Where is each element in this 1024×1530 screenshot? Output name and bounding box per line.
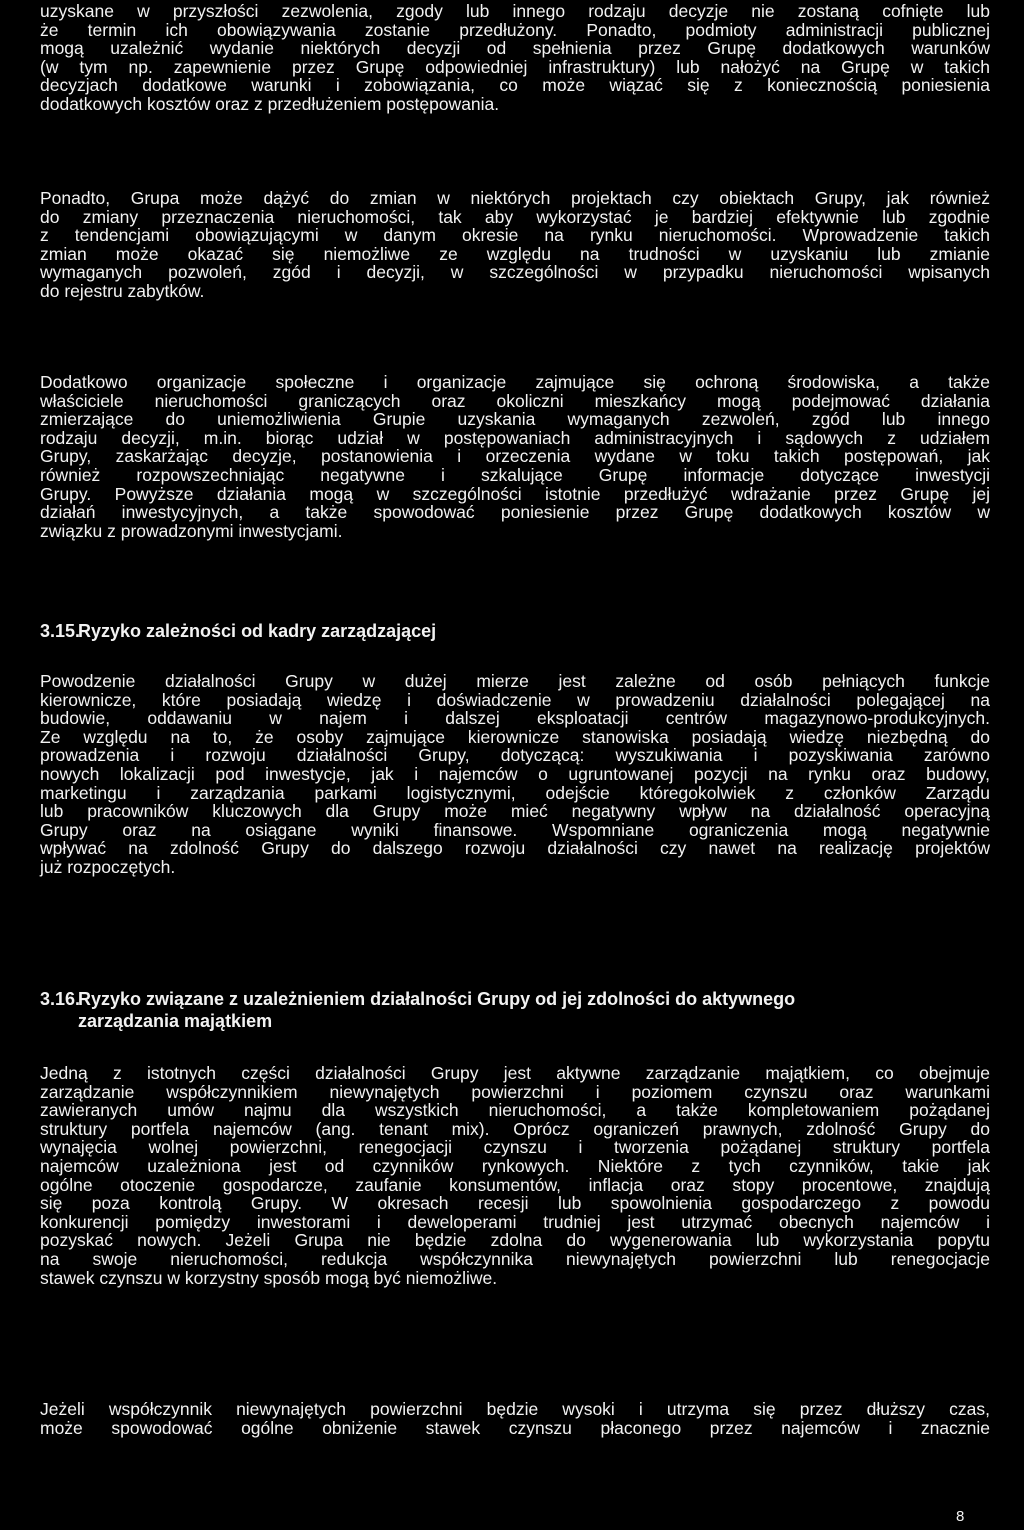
text-line: już rozpoczętych. — [40, 856, 176, 877]
text-line: pozyskać nowych. Jeżeli Grupa nie będzie zdolna do wygenerowania lub wykorzystania popytu — [40, 1230, 990, 1251]
text-line: konkurencji pomiędzy inwestorami i deweloperami trudniej jest utrzymać obecnych najemców i — [40, 1211, 990, 1232]
text-line: lub pracowników kluczowych dla Grupy może mieć negatywny wpływ na działalność operacyjną — [40, 801, 990, 822]
text-line: marketingu i zarządzania parkami logistycznymi, odejście któregokolwiek z członków Zarządu — [40, 782, 990, 803]
paragraph-asset-management — [40, 1064, 990, 1287]
text-line: Powodzenie działalności Grupy w dużej mierze jest zależne od osób pełniących funkcje — [40, 671, 990, 691]
text-line: na swoje nieruchomości, redukcja współczynnika niewynajętych powierzchni lub renegocjacje — [40, 1248, 990, 1269]
text-line: ogólne otoczenie gospodarcze, zaufanie konsumentów, inflacja oraz stopy procentowe, znajdują — [40, 1174, 990, 1195]
section-title: Ryzyko zależności od kadry zarządzającej — [78, 621, 437, 641]
text-line: właściciele nieruchomości graniczących oraz okoliczni mieszkańcy mogą podejmować działania — [40, 390, 990, 411]
section-title-continuation: zarządzania majątkiem — [78, 1011, 273, 1031]
paragraph-project-changes — [40, 189, 990, 301]
text-line: Grupy. Powyższe działania mogą w szczególności istotnie przedłużyć wdrażanie przez Grupę jej — [40, 483, 990, 504]
text-line: się poza kontrolą Grupy. W okresach recesji lub spowolnienia gospodarczego z powodu — [40, 1193, 990, 1214]
text-line: wymaganych pozwoleń, zgód i decyzji, w szczególności w przypadku nieruchomości wpisanych — [40, 262, 990, 283]
text-line: mogą uzależnić wydanie niektórych decyzji od spełnienia przez Grupę dodatkowych warunków — [40, 38, 990, 59]
text-line: działań inwestycyjnych, a także spowodować poniesienie przez Grupę dodatkowych kosztów w — [40, 502, 990, 523]
text-line: do rejestru zabytków. — [40, 280, 205, 301]
text-line: Jeżeli współczynnik niewynajętych powierzchni będzie wysoki i utrzyma się przez dłuższy czas, — [40, 1399, 990, 1419]
text-line: dodatkowych kosztów oraz z przedłużeniem postępowania. — [40, 93, 500, 114]
text-line: że termin ich obowiązywania zostanie przedłużony. Ponadto, podmioty administracji publicznej — [40, 19, 990, 40]
text-line: zawieranych umów najmu dla wszystkich nieruchomości, a także kompletowaniem pożądanej — [40, 1100, 990, 1121]
text-line: zmian może okazać się niemożliwe ze względu na trudności w uzyskaniu lub zmianie — [40, 243, 990, 264]
text-line: do zmiany przeznaczenia nieruchomości, tak aby wykorzystać je bardziej efektywnie lub zgodnie — [40, 206, 990, 227]
text-line: prowadzenia i rozwoju działalności Grupy, dotyczącą: wyszukiwania i pozyskiwania zarówno — [40, 745, 990, 766]
text-line: Grupy, zaskarżając decyzje, postanowienia i orzeczenia wydane w toku takich postępowań, jak — [40, 446, 990, 467]
text-line: Jedną z istotnych części działalności Grupy jest aktywne zarządzanie majątkiem, co obejmuje — [40, 1063, 990, 1083]
text-line: zarządzanie współczynnikiem niewynajętych powierzchni i poziomem czynszu oraz warunkami — [40, 1081, 990, 1102]
text-line: Ponadto, Grupa może dążyć do zmian w niektórych projektach czy obiektach Grupy, jak również — [40, 188, 990, 208]
text-line: decyzjach dodatkowe warunki i zobowiązania, co może wiązać się z koniecznością poniesienia — [40, 75, 990, 96]
text-line: stawek czynszu w korzystny sposób mogą być niemożliwe. — [40, 1267, 498, 1288]
text-line: z tendencjami obowiązującymi w danym okresie na rynku nieruchomości. Wprowadzenie takich — [40, 225, 990, 246]
paragraph-social-organizations — [40, 373, 990, 540]
text-line: uzyskane w przyszłości zezwolenia, zgody lub innego rodzaju decyzje nie zostaną cofnięte lub — [40, 1, 990, 21]
text-line: rodzaju decyzji, m.in. biorąc udział w postępowaniach administracyjnych i sądowych z udziałem — [40, 427, 990, 448]
text-line: również rozpowszechniając negatywne i szkalujące Grupę informacje dotyczące inwestycji — [40, 464, 990, 485]
section-heading-3-16 — [40, 988, 990, 1032]
section-heading-3-15 — [40, 620, 990, 642]
text-line: wpływać na zdolność Grupy do dalszego rozwoju działalności czy nawet na realizację projektów — [40, 838, 990, 859]
text-line: Grupy oraz na osiągane wyniki finansowe. Wspomniane ograniczenia mogą negatywnie — [40, 819, 990, 840]
text-line: budowie, oddawaniu w najem i dalszej eksploatacji centrów magazynowo-produkcyjnych. — [40, 708, 990, 729]
section-title: Ryzyko związane z uzależnieniem działalności Grupy od jej zdolności do aktywnego — [78, 989, 796, 1009]
text-line: najemców uzależniona jest od czynników rynkowych. Niektóre z tych czynników, takie jak — [40, 1155, 990, 1176]
text-line: zmierzające do uniemożliwienia Grupie uzyskania wymaganych zezwoleń, zgód lub innego — [40, 409, 990, 430]
text-line: Dodatkowo organizacje społeczne i organizacje zajmujące się ochroną środowiska, a także — [40, 372, 990, 392]
section-number: 3.15. — [40, 621, 81, 641]
text-line: struktury portfela najemców (ang. tenant mix). Oprócz ograniczeń prawnych, zdolność Grupy do — [40, 1118, 990, 1139]
text-line: (w tym np. zapewnienie przez Grupę odpowiedniej infrastruktury) lub nałożyć na Grupę w takich — [40, 56, 990, 77]
paragraph-vacancy-rate — [40, 1400, 990, 1437]
paragraph-permits-continuation — [40, 2, 990, 114]
text-line: Ze względu na to, że osoby zajmujące kierownicze stanowiska posiadają wiedzę niezbędną do — [40, 726, 990, 747]
section-number: 3.16. — [40, 989, 81, 1009]
text-line: wynajęcia wolnej powierzchni, renegocjacji czynszu i tworzenia pożądanej struktury portfela — [40, 1137, 990, 1158]
text-line: nowych lokalizacji pod inwestycje, jak i najemców o ugruntowanej pozycji na rynku oraz budowy, — [40, 763, 990, 784]
paragraph-management-dependency — [40, 672, 990, 877]
text-line: kierownicze, które posiadają wiedzę i doświadczenie w prowadzeniu działalności polegającej na — [40, 689, 990, 710]
text-line: może spowodować ogólne obniżenie stawek czynszu płaconego przez najemców i znacznie — [40, 1417, 990, 1438]
page-number: 8 — [956, 1508, 965, 1525]
text-line: związku z prowadzonymi inwestycjami. — [40, 520, 343, 541]
